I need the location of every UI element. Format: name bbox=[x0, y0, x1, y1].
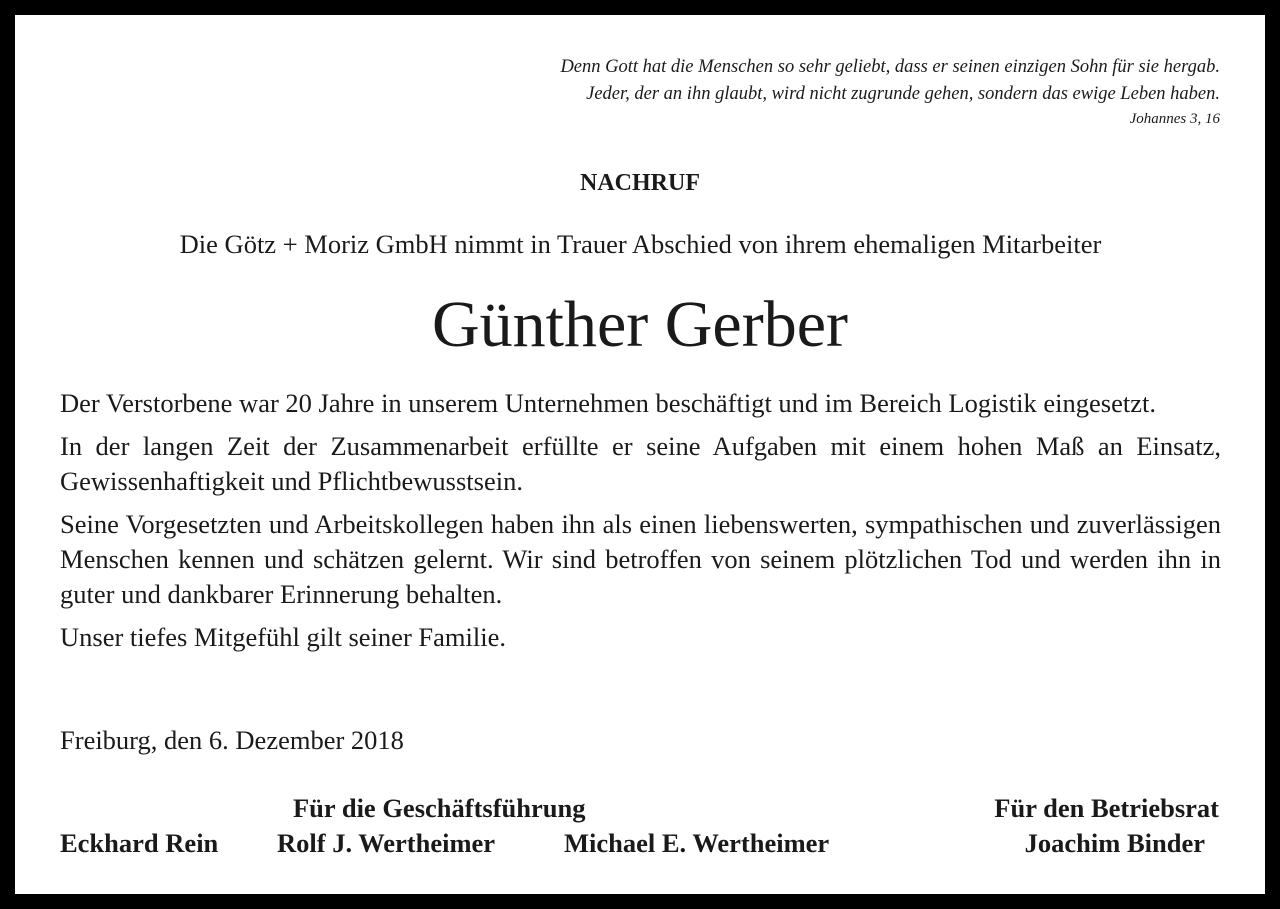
obituary-notice bbox=[15, 15, 1265, 894]
signatory-name: Joachim Binder bbox=[1024, 828, 1205, 858]
paragraph-3: Seine Vorgesetzten und Arbeitskollegen haben ihn als einen liebenswerten, sympathischen und zuverlässigen Menschen kennen und schätzen gelernt. Wir sind betroffen von seinem plötzlichen Tod und werden ihn in guter und dankbarer Erinnerung behalten. bbox=[60, 509, 1221, 609]
quote-reference: Johannes 3, 16 bbox=[1129, 111, 1220, 127]
signatory-name: Eckhard Rein bbox=[60, 828, 219, 858]
intro-line: Die Götz + Moriz GmbH nimmt in Trauer Abschied von ihrem ehemaligen Mitarbeiter bbox=[179, 229, 1102, 259]
bible-quote bbox=[560, 54, 1220, 130]
paragraph-4: Unser tiefes Mitgefühl gilt seiner Familie. bbox=[60, 622, 506, 652]
works-council-label: Für den Betriebsrat bbox=[994, 793, 1219, 823]
signatory-name: Rolf J. Wertheimer bbox=[277, 828, 496, 858]
quote-line-2: Jeder, der an ihn glaubt, wird nicht zugrunde gehen, sondern das ewige Leben haben. bbox=[586, 84, 1220, 104]
paragraph-1: Der Verstorbene war 20 Jahre in unserem Unternehmen beschäftigt und im Bereich Logistik eingesetzt. bbox=[60, 388, 1156, 418]
paragraph-2: In der langen Zeit der Zusammenarbeit erfüllte er seine Aufgaben mit einem hohen Maß an Einsatz, Gewissenhaftigkeit und Pflichtbewusstsein. bbox=[60, 431, 1221, 496]
deceased-name: Günther Gerber bbox=[432, 288, 848, 361]
management-label: Für die Geschäftsführung bbox=[293, 793, 586, 823]
notice-body bbox=[60, 386, 1221, 663]
notice-heading: NACHRUF bbox=[580, 170, 700, 196]
place-date: Freiburg, den 6. Dezember 2018 bbox=[60, 725, 404, 755]
signatory-name: Michael E. Wertheimer bbox=[564, 828, 830, 858]
quote-line-1: Denn Gott hat die Menschen so sehr geliebt, dass er seinen einzigen Sohn für sie hergab. bbox=[560, 57, 1220, 77]
